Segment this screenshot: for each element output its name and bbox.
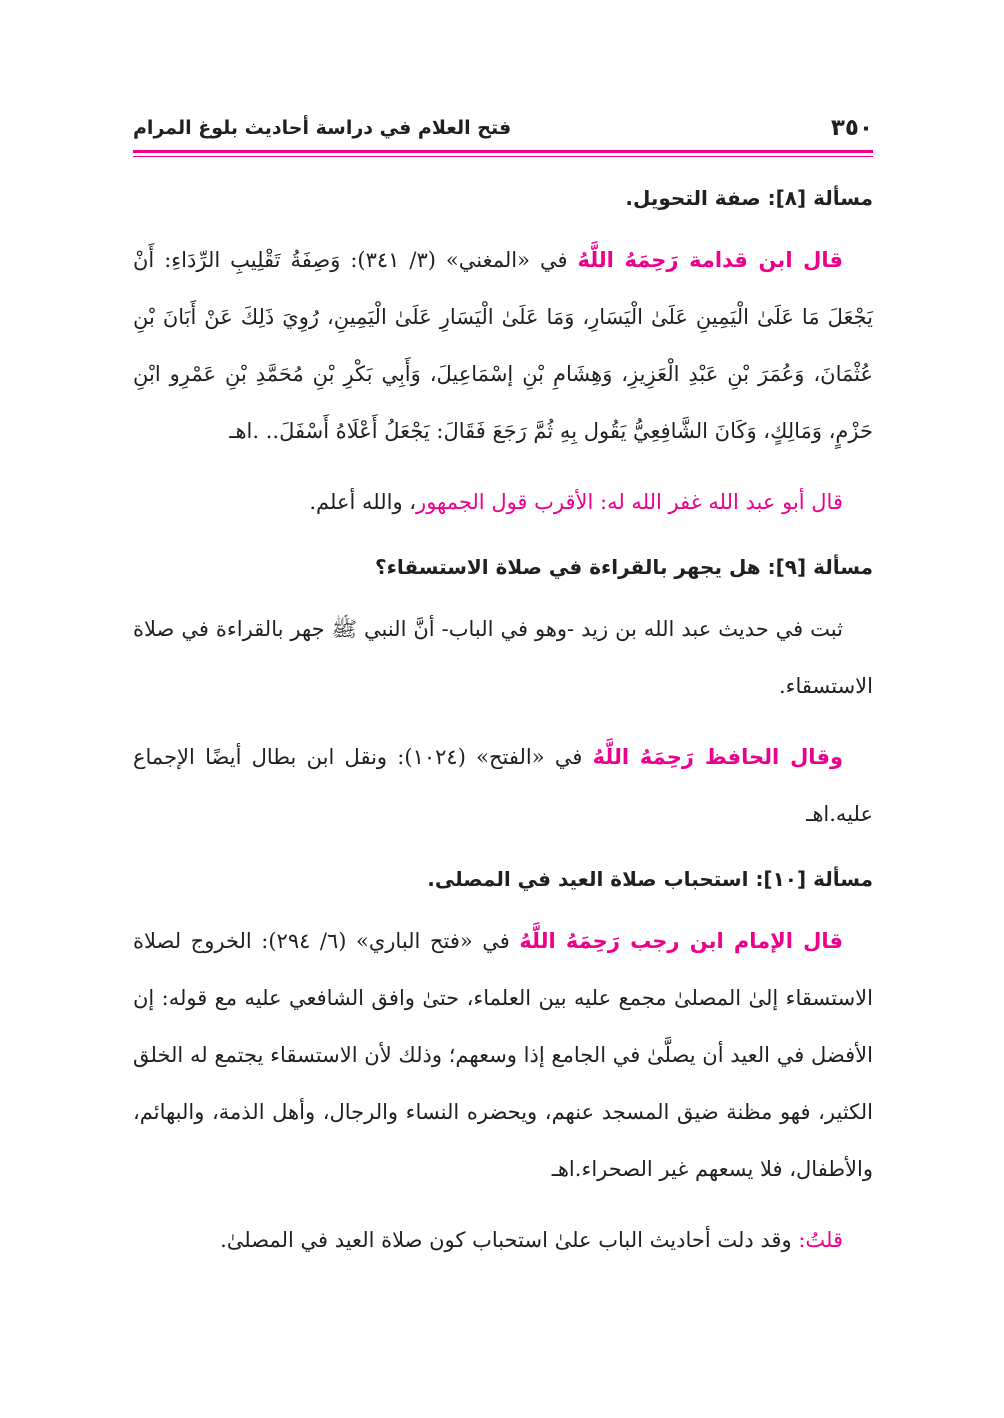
quote-paragraph — [133, 232, 873, 460]
quoted-scholar: قال الإمام ابن رجب رَحِمَهُ اللَّهُ — [519, 929, 843, 953]
author-comment — [133, 474, 873, 531]
author-comment-text: وقد دلت أحاديث الباب علىٰ استحباب كون صلاة العيد في المصلىٰ. — [220, 1228, 792, 1252]
author-comment-text: ، والله أعلم. — [309, 490, 417, 514]
quote-text: في «المغني» (٣/ ٣٤١): وَصِفَةُ تَقْلِيبِ الرِّدَاءِ: أَنْ يَجْعَلَ مَا عَلَىٰ الْيَمِينِ عَلَىٰ الْيَسَارِ، وَمَا عَلَىٰ الْيَسَارِ عَلَىٰ الْيَمِينِ، رُوِيَ ذَلِكَ عَنْ أَبَانَ بْنِ عُثْمَانَ، وَعُمَرَ بْنِ عَبْدِ الْعَزِيزِ، وَهِشَامِ بْنِ إسْمَاعِيلَ، وَأَبِي بَكْرِ بْنِ مُحَمَّدِ بْنِ عَمْرِو ابْنِ حَزْمٍ، وَمَالِكٍ، وَكَانَ الشَّافِعِيُّ يَقُول بِهِ ثُمَّ رَجَعَ فَقَالَ: يَجْعَلُ أَعْلَاهُ أَسْفَلَ.. .اهـ — [133, 248, 873, 443]
question-title: هل يجهر بالقراءة في صلاة الاستسقاء؟ — [375, 555, 761, 579]
running-title: فتح العلام في دراسة أحاديث بلوغ المرام — [133, 117, 512, 139]
question-title: صفة التحويل. — [625, 186, 761, 210]
section-heading-10 — [133, 851, 873, 907]
quote-text: في «فتح الباري» (٦/ ٢٩٤): الخروج لصلاة الاستسقاء إلىٰ المصلىٰ مجمع عليه بين العلماء، حتىٰ وافق الشافعي عليه مع قوله: إن الأفضل في العيد أن يصلَّىٰ في الجامع إذا وسعهم؛ وذلك لأن الاستسقاء يجتمع له الخلق الكثير، فهو مظنة ضيق المسجد عنهم، ويحضره النساء والرجال، وأهل الذمة، والبهائم، والأطفال، فلا يسعهم غير الصحراء.اهـ — [133, 929, 873, 1181]
quoted-scholar: وقال الحافظ رَحِمَهُ اللَّهُ — [592, 745, 843, 769]
header-rule-thin — [133, 156, 873, 157]
section-heading-8 — [133, 170, 873, 226]
question-title: استحباب صلاة العيد في المصلى. — [427, 867, 749, 891]
question-number: مسألة [٨]: — [767, 186, 873, 210]
header-rule-thick — [133, 150, 873, 153]
page-header — [133, 108, 873, 148]
body-paragraph: ثبت في حديث عبد الله بن زيد -وهو في الباب- أنَّ النبي ﷺ جهر بالقراءة في صلاة الاستسقاء. — [133, 617, 873, 698]
quote-paragraph — [133, 729, 873, 843]
author-comment — [133, 1212, 873, 1269]
question-number: مسألة [١٠]: — [755, 867, 873, 891]
author-statement: قلتُ: — [798, 1228, 843, 1252]
quote-text: في «الفتح» (١٠٢٤): ونقل ابن بطال أيضًا الإجماع عليه.اهـ — [133, 745, 873, 826]
page-number: ٣٥٠ — [830, 115, 873, 141]
page-body — [133, 170, 873, 1269]
section-heading-9 — [133, 539, 873, 595]
quote-paragraph — [133, 913, 873, 1198]
quoted-scholar: قال ابن قدامة رَحِمَهُ اللَّهُ — [577, 248, 843, 272]
author-statement: قال أبو عبد الله غفر الله له: الأقرب قول الجمهور — [416, 490, 843, 514]
question-number: مسألة [٩]: — [767, 555, 873, 579]
